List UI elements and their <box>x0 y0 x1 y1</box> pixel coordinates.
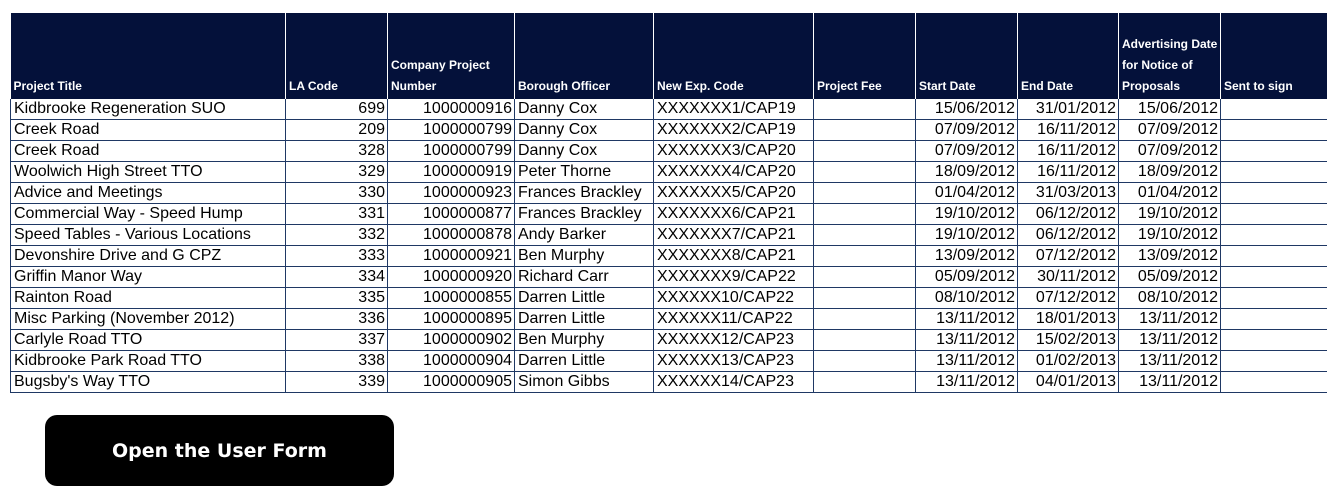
spreadsheet <box>10 13 1327 393</box>
cell-project-fee[interactable] <box>814 267 916 288</box>
projects-table <box>10 13 1327 393</box>
cell-borough-officer[interactable]: Ben Murphy <box>515 246 654 267</box>
cell-project-fee[interactable] <box>814 330 916 351</box>
cell-company-project-number[interactable]: 1000000916 <box>388 99 515 120</box>
cell-project-title[interactable]: Bugsby's Way TTO <box>11 372 286 393</box>
cell-start-date[interactable]: 13/11/2012 <box>916 330 1018 351</box>
cell-project-title[interactable]: Speed Tables - Various Locations <box>11 225 286 246</box>
table-row <box>11 225 1327 246</box>
cell-new-exp-code[interactable]: XXXXXXX7/CAP21 <box>654 225 814 246</box>
cell-advertising-date[interactable]: 07/09/2012 <box>1119 141 1221 162</box>
cell-start-date[interactable]: 07/09/2012 <box>916 120 1018 141</box>
cell-advertising-date[interactable]: 05/09/2012 <box>1119 267 1221 288</box>
cell-borough-officer[interactable]: Andy Barker <box>515 225 654 246</box>
cell-new-exp-code[interactable]: XXXXXX11/CAP22 <box>654 309 814 330</box>
cell-sent-to-sign[interactable] <box>1221 246 1327 267</box>
cell-project-title[interactable]: Misc Parking (November 2012) <box>11 309 286 330</box>
cell-end-date[interactable]: 07/12/2012 <box>1018 246 1119 267</box>
cell-la-code[interactable]: 334 <box>286 267 388 288</box>
cell-sent-to-sign[interactable] <box>1221 204 1327 225</box>
cell-la-code[interactable]: 329 <box>286 162 388 183</box>
cell-advertising-date[interactable]: 18/09/2012 <box>1119 162 1221 183</box>
cell-company-project-number[interactable]: 1000000923 <box>388 183 515 204</box>
cell-la-code[interactable]: 332 <box>286 225 388 246</box>
cell-sent-to-sign[interactable] <box>1221 99 1327 120</box>
cell-borough-officer[interactable]: Ben Murphy <box>515 330 654 351</box>
table-row <box>11 120 1327 141</box>
cell-start-date[interactable]: 07/09/2012 <box>916 141 1018 162</box>
cell-advertising-date[interactable]: 19/10/2012 <box>1119 204 1221 225</box>
cell-project-fee[interactable] <box>814 141 916 162</box>
cell-sent-to-sign[interactable] <box>1221 351 1327 372</box>
cell-new-exp-code[interactable]: XXXXXX13/CAP23 <box>654 351 814 372</box>
cell-new-exp-code[interactable]: XXXXXXX8/CAP21 <box>654 246 814 267</box>
cell-new-exp-code[interactable]: XXXXXX14/CAP23 <box>654 372 814 393</box>
cell-la-code[interactable]: 336 <box>286 309 388 330</box>
cell-end-date[interactable]: 15/02/2013 <box>1018 330 1119 351</box>
cell-la-code[interactable]: 328 <box>286 141 388 162</box>
header-borough-officer[interactable]: Borough Officer <box>515 13 654 99</box>
cell-end-date[interactable]: 07/12/2012 <box>1018 288 1119 309</box>
cell-project-fee[interactable] <box>814 99 916 120</box>
cell-end-date[interactable]: 01/02/2013 <box>1018 351 1119 372</box>
cell-la-code[interactable]: 335 <box>286 288 388 309</box>
cell-la-code[interactable]: 337 <box>286 330 388 351</box>
cell-la-code[interactable]: 338 <box>286 351 388 372</box>
cell-sent-to-sign[interactable] <box>1221 162 1327 183</box>
header-new-exp-code[interactable]: New Exp. Code <box>654 13 814 99</box>
cell-la-code[interactable]: 339 <box>286 372 388 393</box>
cell-new-exp-code[interactable]: XXXXXXX9/CAP22 <box>654 267 814 288</box>
cell-project-fee[interactable] <box>814 120 916 141</box>
cell-company-project-number[interactable]: 1000000855 <box>388 288 515 309</box>
cell-la-code[interactable]: 331 <box>286 204 388 225</box>
cell-sent-to-sign[interactable] <box>1221 372 1327 393</box>
cell-advertising-date[interactable]: 13/11/2012 <box>1119 372 1221 393</box>
cell-project-title[interactable]: Creek Road <box>11 120 286 141</box>
cell-la-code[interactable]: 330 <box>286 183 388 204</box>
cell-la-code[interactable]: 209 <box>286 120 388 141</box>
cell-borough-officer[interactable]: Danny Cox <box>515 120 654 141</box>
cell-project-fee[interactable] <box>814 204 916 225</box>
table-row <box>11 267 1327 288</box>
table-row <box>11 288 1327 309</box>
cell-start-date[interactable]: 13/11/2012 <box>916 309 1018 330</box>
cell-sent-to-sign[interactable] <box>1221 225 1327 246</box>
cell-advertising-date[interactable]: 01/04/2012 <box>1119 183 1221 204</box>
header-advertising-date[interactable]: Advertising Date for Notice of Proposals <box>1119 13 1221 99</box>
cell-project-title[interactable]: Creek Road <box>11 141 286 162</box>
cell-borough-officer[interactable]: Frances Brackley <box>515 204 654 225</box>
cell-project-title[interactable]: Rainton Road <box>11 288 286 309</box>
cell-project-title[interactable]: Carlyle Road TTO <box>11 330 286 351</box>
cell-project-title[interactable]: Advice and Meetings <box>11 183 286 204</box>
cell-borough-officer[interactable]: Danny Cox <box>515 141 654 162</box>
header-sent-to-sign[interactable]: Sent to sign <box>1221 13 1327 99</box>
header-la-code[interactable]: LA Code <box>286 13 388 99</box>
cell-project-fee[interactable] <box>814 288 916 309</box>
cell-advertising-date[interactable]: 08/10/2012 <box>1119 288 1221 309</box>
cell-new-exp-code[interactable]: XXXXXXX3/CAP20 <box>654 141 814 162</box>
cell-sent-to-sign[interactable] <box>1221 267 1327 288</box>
table-row <box>11 183 1327 204</box>
cell-start-date[interactable]: 05/09/2012 <box>916 267 1018 288</box>
cell-project-title[interactable]: Griffin Manor Way <box>11 267 286 288</box>
cell-start-date[interactable]: 13/11/2012 <box>916 372 1018 393</box>
header-project-fee[interactable]: Project Fee <box>814 13 916 99</box>
cell-company-project-number[interactable]: 1000000799 <box>388 141 515 162</box>
cell-project-title[interactable]: Woolwich High Street TTO <box>11 162 286 183</box>
cell-company-project-number[interactable]: 1000000902 <box>388 330 515 351</box>
cell-advertising-date[interactable]: 13/11/2012 <box>1119 351 1221 372</box>
cell-project-fee[interactable] <box>814 162 916 183</box>
table-body <box>11 99 1327 393</box>
header-company-project-number[interactable]: Company Project Number <box>388 13 515 99</box>
cell-company-project-number[interactable]: 1000000920 <box>388 267 515 288</box>
cell-end-date[interactable]: 16/11/2012 <box>1018 120 1119 141</box>
cell-borough-officer[interactable]: Peter Thorne <box>515 162 654 183</box>
cell-borough-officer[interactable]: Simon Gibbs <box>515 372 654 393</box>
table-row <box>11 309 1327 330</box>
cell-start-date[interactable]: 15/06/2012 <box>916 99 1018 120</box>
cell-sent-to-sign[interactable] <box>1221 309 1327 330</box>
cell-advertising-date[interactable]: 07/09/2012 <box>1119 120 1221 141</box>
header-start-date[interactable]: Start Date <box>916 13 1018 99</box>
cell-borough-officer[interactable]: Darren Little <box>515 351 654 372</box>
cell-project-title[interactable]: Kidbrooke Regeneration SUO <box>11 99 286 120</box>
cell-borough-officer[interactable]: Frances Brackley <box>515 183 654 204</box>
cell-borough-officer[interactable]: Darren Little <box>515 309 654 330</box>
cell-end-date[interactable]: 31/03/2013 <box>1018 183 1119 204</box>
cell-advertising-date[interactable]: 13/11/2012 <box>1119 309 1221 330</box>
cell-start-date[interactable]: 13/09/2012 <box>916 246 1018 267</box>
cell-project-title[interactable]: Devonshire Drive and G CPZ <box>11 246 286 267</box>
cell-new-exp-code[interactable]: XXXXXX12/CAP23 <box>654 330 814 351</box>
cell-company-project-number[interactable]: 1000000877 <box>388 204 515 225</box>
header-project-title[interactable]: Project Title <box>11 13 286 99</box>
table-row <box>11 162 1327 183</box>
cell-advertising-date[interactable]: 13/11/2012 <box>1119 330 1221 351</box>
cell-end-date[interactable]: 04/01/2013 <box>1018 372 1119 393</box>
cell-company-project-number[interactable]: 1000000878 <box>388 225 515 246</box>
cell-end-date[interactable]: 31/01/2012 <box>1018 99 1119 120</box>
cell-new-exp-code[interactable]: XXXXXXX6/CAP21 <box>654 204 814 225</box>
cell-sent-to-sign[interactable] <box>1221 120 1327 141</box>
cell-start-date[interactable]: 19/10/2012 <box>916 204 1018 225</box>
cell-sent-to-sign[interactable] <box>1221 288 1327 309</box>
cell-project-title[interactable]: Kidbrooke Park Road TTO <box>11 351 286 372</box>
cell-company-project-number[interactable]: 1000000904 <box>388 351 515 372</box>
cell-project-fee[interactable] <box>814 246 916 267</box>
table-row <box>11 204 1327 225</box>
cell-start-date[interactable]: 18/09/2012 <box>916 162 1018 183</box>
cell-end-date[interactable]: 16/11/2012 <box>1018 162 1119 183</box>
table-row <box>11 330 1327 351</box>
header-row <box>11 13 1327 99</box>
cell-start-date[interactable]: 13/11/2012 <box>916 351 1018 372</box>
cell-sent-to-sign[interactable] <box>1221 141 1327 162</box>
cell-new-exp-code[interactable]: XXXXXXX5/CAP20 <box>654 183 814 204</box>
cell-project-fee[interactable] <box>814 225 916 246</box>
cell-advertising-date[interactable]: 15/06/2012 <box>1119 99 1221 120</box>
cell-borough-officer[interactable]: Darren Little <box>515 288 654 309</box>
cell-new-exp-code[interactable]: XXXXXX10/CAP22 <box>654 288 814 309</box>
cell-end-date[interactable]: 18/01/2013 <box>1018 309 1119 330</box>
cell-end-date[interactable]: 30/11/2012 <box>1018 267 1119 288</box>
header-end-date[interactable]: End Date <box>1018 13 1119 99</box>
cell-end-date[interactable]: 06/12/2012 <box>1018 225 1119 246</box>
cell-start-date[interactable]: 08/10/2012 <box>916 288 1018 309</box>
cell-company-project-number[interactable]: 1000000921 <box>388 246 515 267</box>
cell-end-date[interactable]: 16/11/2012 <box>1018 141 1119 162</box>
cell-company-project-number[interactable]: 1000000799 <box>388 120 515 141</box>
cell-project-fee[interactable] <box>814 309 916 330</box>
cell-project-fee[interactable] <box>814 183 916 204</box>
cell-project-fee[interactable] <box>814 351 916 372</box>
cell-company-project-number[interactable]: 1000000905 <box>388 372 515 393</box>
table-row <box>11 246 1327 267</box>
table-row <box>11 141 1327 162</box>
cell-la-code[interactable]: 333 <box>286 246 388 267</box>
cell-advertising-date[interactable]: 19/10/2012 <box>1119 225 1221 246</box>
cell-borough-officer[interactable]: Danny Cox <box>515 99 654 120</box>
cell-company-project-number[interactable]: 1000000919 <box>388 162 515 183</box>
cell-new-exp-code[interactable]: XXXXXXX4/CAP20 <box>654 162 814 183</box>
cell-borough-officer[interactable]: Richard Carr <box>515 267 654 288</box>
cell-company-project-number[interactable]: 1000000895 <box>388 309 515 330</box>
table-row <box>11 99 1327 120</box>
cell-advertising-date[interactable]: 13/09/2012 <box>1119 246 1221 267</box>
open-user-form-button[interactable]: Open the User Form <box>45 415 394 486</box>
cell-new-exp-code[interactable]: XXXXXXX1/CAP19 <box>654 99 814 120</box>
cell-project-fee[interactable] <box>814 372 916 393</box>
cell-end-date[interactable]: 06/12/2012 <box>1018 204 1119 225</box>
table-row <box>11 372 1327 393</box>
cell-start-date[interactable]: 01/04/2012 <box>916 183 1018 204</box>
cell-project-title[interactable]: Commercial Way - Speed Hump <box>11 204 286 225</box>
cell-new-exp-code[interactable]: XXXXXXX2/CAP19 <box>654 120 814 141</box>
cell-sent-to-sign[interactable] <box>1221 183 1327 204</box>
table-row <box>11 351 1327 372</box>
cell-la-code[interactable]: 699 <box>286 99 388 120</box>
cell-start-date[interactable]: 19/10/2012 <box>916 225 1018 246</box>
cell-sent-to-sign[interactable] <box>1221 330 1327 351</box>
